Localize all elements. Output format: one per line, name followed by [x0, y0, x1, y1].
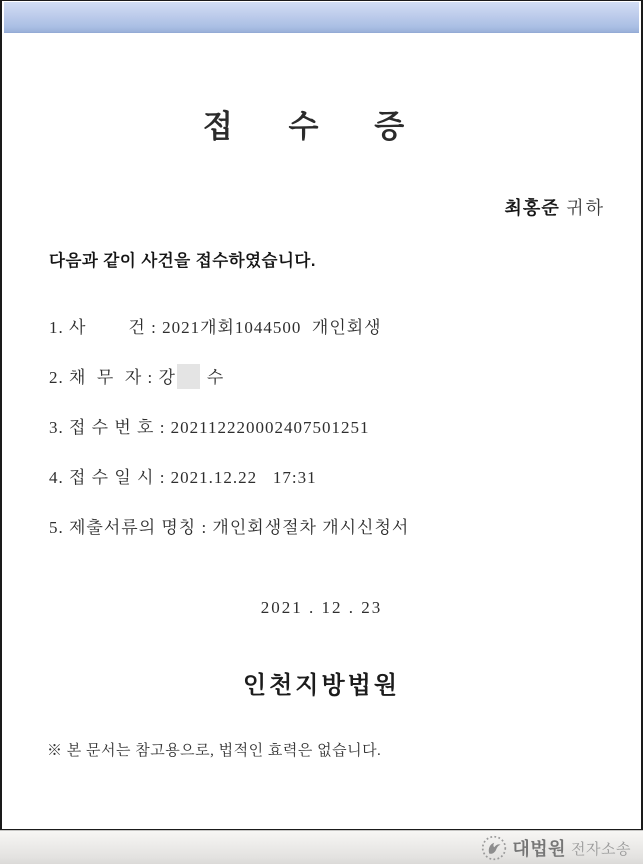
viewer-top-bar [4, 2, 639, 33]
court-logo [481, 834, 631, 862]
receipt-number-line: 3. 접 수 번 호 : 202112220002407501251 [49, 418, 370, 437]
footnote: ※ 본 문서는 참고용으로, 법적인 효력은 없습니다. [47, 743, 382, 759]
issue-date: 2021 . 12 . 23 [260, 598, 383, 617]
case-number-line: 1. 사 건 : 2021개회1044500 개인회생 [49, 318, 382, 337]
logo-title: 대법원 [512, 839, 567, 859]
debtor-line [49, 363, 224, 389]
recipient-name: 최홍준 [504, 198, 560, 218]
recipient-honorific: 귀하 [559, 198, 605, 218]
receipt-datetime-line: 4. 접 수 일 시 : 2021.12.22 17:31 [49, 468, 317, 487]
document-title: 접 수 증 [202, 109, 409, 144]
submitted-document-line: 5. 제출서류의 명칭 : 개인회생절차 개시신청서 [49, 518, 410, 537]
intro-sentence: 다음과 같이 사건을 접수하였습니다. [49, 252, 316, 270]
debtor-line-prefix: 2. 채 무 자 : 강 [49, 368, 176, 387]
logo-subtitle: 전자소송 [571, 840, 631, 858]
supreme-court-emblem-icon [481, 835, 507, 861]
court-name: 인천지방법원 [242, 673, 401, 699]
viewer-footer-bar [0, 830, 643, 864]
recipient-line [505, 194, 605, 220]
debtor-line-suffix: 수 [206, 368, 225, 387]
redaction-box [177, 364, 200, 389]
